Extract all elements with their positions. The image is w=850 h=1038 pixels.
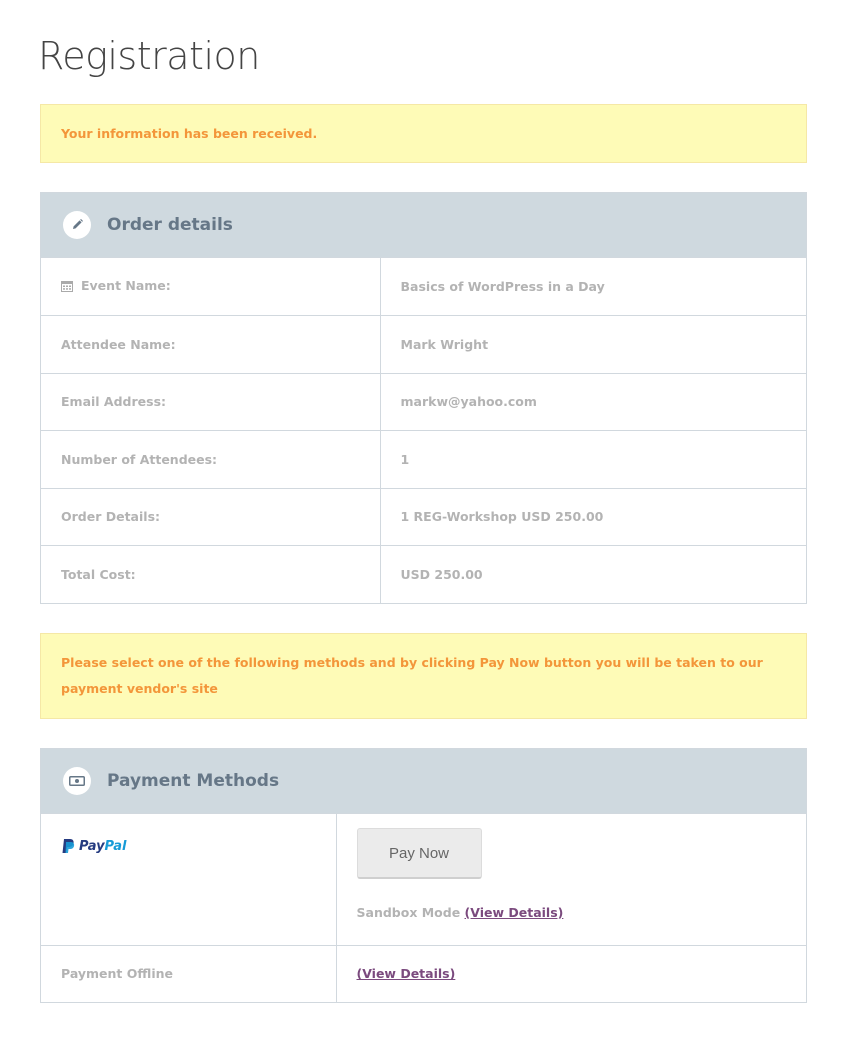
calendar-icon — [61, 280, 73, 295]
total-cost-value: USD 250.00 — [380, 546, 806, 604]
order-details-label: Order Details: — [41, 488, 380, 546]
payment-methods-table — [41, 814, 806, 1002]
select-method-notice-text: Please select one of the following methods and by clicking Pay Now button you will be taken to our payment vendor's site — [61, 655, 763, 696]
order-details-header — [41, 193, 806, 258]
sandbox-mode-line — [357, 905, 787, 920]
payment-methods-header — [41, 749, 806, 814]
payment-offline-label: Payment Offline — [41, 945, 336, 1002]
number-of-attendees-label: Number of Attendees: — [41, 431, 380, 489]
offline-view-details-link[interactable]: (View Details) — [356, 966, 456, 982]
payment-methods-title: Payment Methods — [107, 771, 280, 791]
attendee-name-label: Attendee Name: — [41, 316, 380, 374]
payment-methods-panel — [40, 748, 807, 1003]
table-row — [41, 431, 806, 489]
total-cost-label: Total Cost: — [41, 546, 380, 604]
paypal-logo-text-1: Pay — [79, 838, 105, 854]
money-icon — [63, 767, 91, 795]
received-notice — [40, 104, 807, 163]
select-method-notice — [40, 633, 807, 719]
number-of-attendees-value: 1 — [380, 431, 806, 489]
paypal-icon — [61, 838, 75, 854]
order-details-value: 1 REG-Workshop USD 250.00 — [380, 488, 806, 546]
received-notice-text: Your information has been received. — [61, 125, 318, 141]
order-details-table — [41, 258, 806, 603]
sandbox-mode-label: Sandbox Mode — [356, 905, 461, 920]
pay-now-button[interactable]: Pay Now — [357, 828, 482, 879]
page-title: Registration — [38, 34, 260, 78]
table-row — [41, 373, 806, 431]
paypal-view-details-link[interactable]: (View Details) — [464, 905, 564, 920]
paypal-logo — [61, 838, 126, 854]
table-row — [41, 814, 806, 945]
paypal-cell — [41, 814, 336, 945]
paypal-logo-text-2: Pal — [104, 838, 127, 854]
table-row — [41, 945, 806, 1002]
event-name-value: Basics of WordPress in a Day — [400, 279, 605, 294]
table-row — [41, 316, 806, 374]
paypal-action-cell — [336, 814, 806, 945]
offline-action-cell — [336, 945, 806, 1002]
email-address-value: markw@yahoo.com — [380, 373, 806, 431]
pencil-icon — [63, 211, 91, 239]
email-address-label: Email Address: — [41, 373, 380, 431]
table-row — [41, 546, 806, 604]
event-name-label: Event Name: — [81, 278, 171, 293]
attendee-name-value: Mark Wright — [380, 316, 806, 374]
order-details-title: Order details — [107, 215, 233, 235]
table-row — [41, 258, 806, 316]
event-name-label-cell — [41, 258, 380, 316]
table-row — [41, 488, 806, 546]
order-details-panel — [40, 192, 807, 604]
